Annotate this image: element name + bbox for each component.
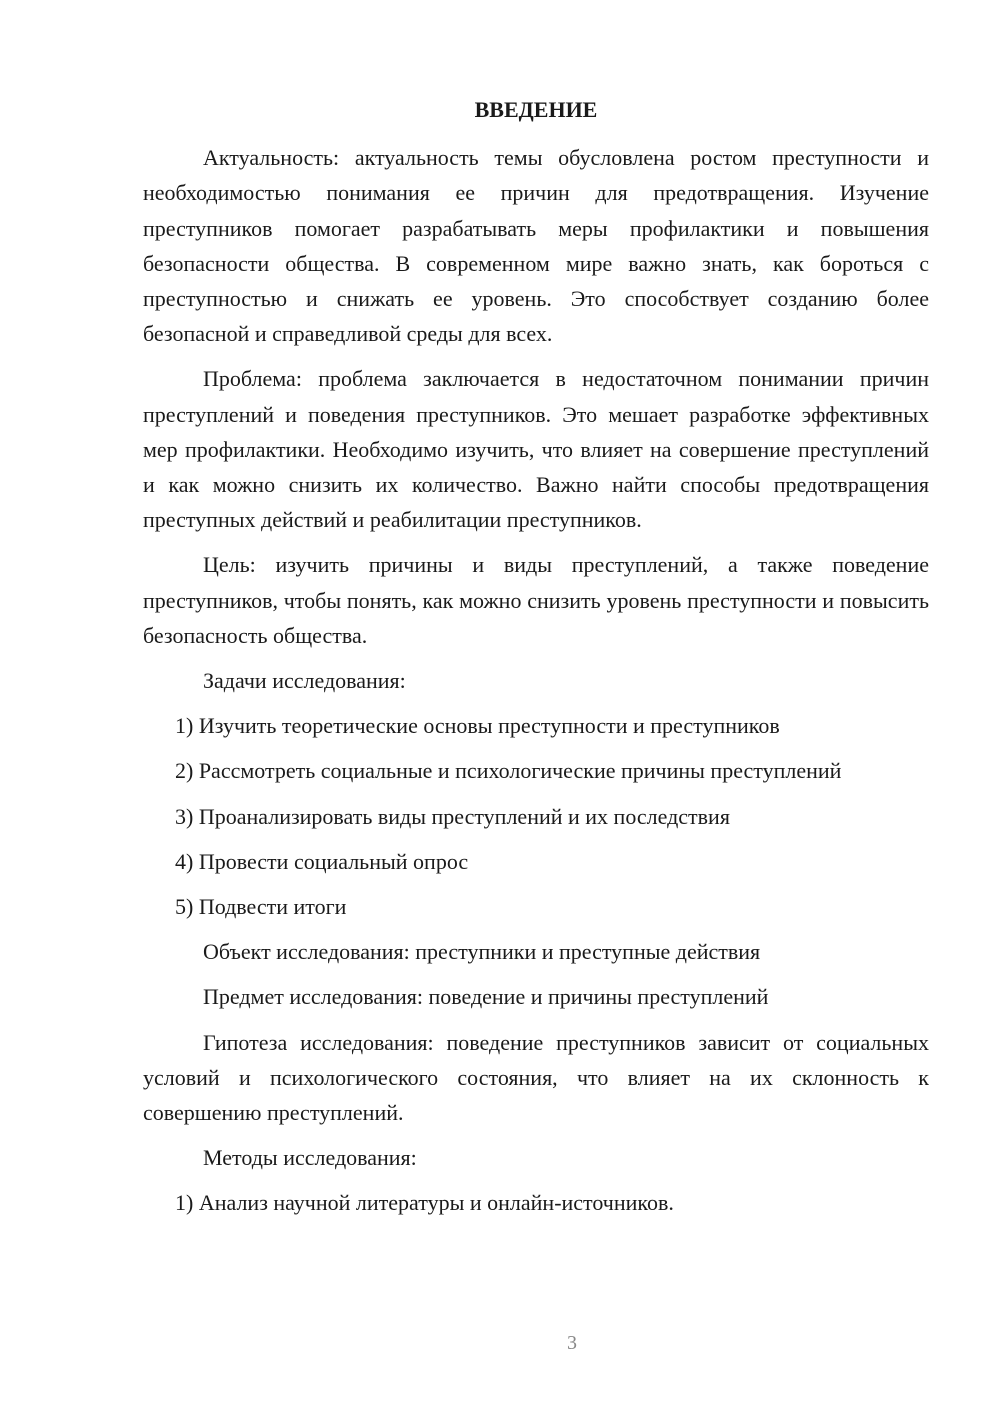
document-page xyxy=(143,92,929,1231)
problem-paragraph: Проблема: проблема заключается в недостаточном понимании причин преступлений и поведения преступников. Это мешает разработке эффективных мер профилактики. Необходимо изучить, что влияет на совершение преступлений и как можно снизить их количество. Важно найти способы предотвращения преступных действий и реабилитации преступников. xyxy=(143,366,929,533)
methods-heading: Методы исследования: xyxy=(203,1145,417,1171)
task-item: 5) Подвести итоги xyxy=(175,894,347,920)
tasks-heading: Задачи исследования: xyxy=(203,668,406,694)
research-subject: Предмет исследования: поведение и причины преступлений xyxy=(203,984,769,1010)
task-item: 2) Рассмотреть социальные и психологические причины преступлений xyxy=(175,758,842,784)
section-title: ВВЕДЕНИЕ xyxy=(474,97,598,122)
page-number: 3 xyxy=(567,1332,577,1354)
goal-paragraph: Цель: изучить причины и виды преступлений, а также поведение преступников, чтобы понять, как можно снизить уровень преступности и повысить безопасность общества. xyxy=(143,552,929,648)
research-object: Объект исследования: преступники и преступные действия xyxy=(203,939,761,965)
method-item: 1) Анализ научной литературы и онлайн-источников. xyxy=(175,1190,674,1216)
task-item: 1) Изучить теоретические основы преступности и преступников xyxy=(175,713,780,739)
relevance-paragraph: Актуальность: актуальность темы обусловлена ростом преступности и необходимостью понимания ее причин для предотвращения. Изучение преступников помогает разрабатывать меры профилактики и повышения безопасности общества. В современном мире важно знать, как бороться с преступностью и снижать ее уровень. Это способствует созданию более безопасной и справедливой среды для всех. xyxy=(143,145,929,347)
task-item: 3) Проанализировать виды преступлений и их последствия xyxy=(175,803,730,829)
hypothesis-paragraph: Гипотеза исследования: поведение преступников зависит от социальных условий и психологического состояния, что влияет на их склонность к совершению преступлений. xyxy=(143,1029,929,1126)
task-item: 4) Провести социальный опрос xyxy=(175,848,469,874)
